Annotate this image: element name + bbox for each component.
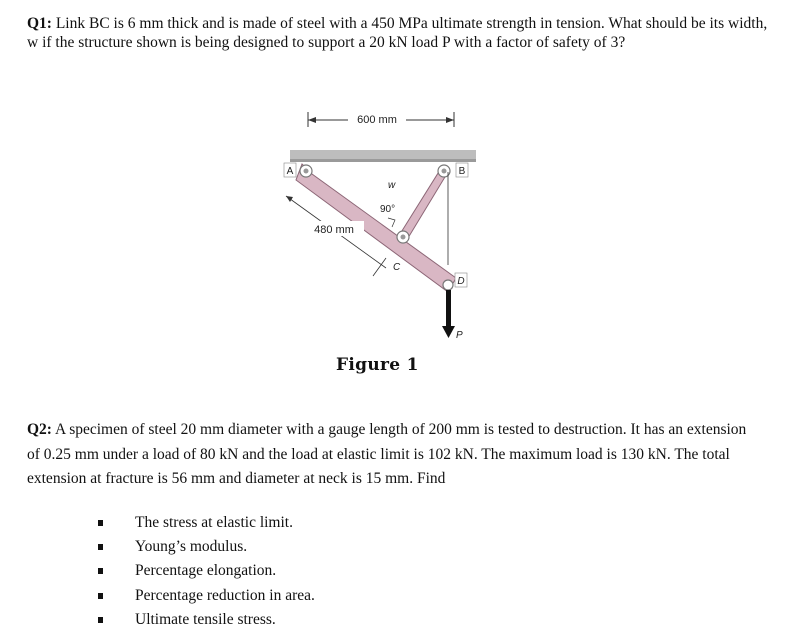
width-symbol: w [388,180,396,191]
ceiling-edge [290,159,476,162]
label-p: P [456,330,463,341]
figure-1-diagram [268,100,478,350]
angle-label: 90° [380,204,396,215]
list-item-text: Young’s modulus. [135,538,248,556]
question-2-text: A specimen of steel 20 mm diameter with a gauge length of 200 mm is tested to destruction. It has an extension of 0.25 mm under a load of 80 kN and the load at elastic limit is 102 kN. The maximum load is 130 kN. The total extension at fracture is 56 mm and diameter at neck is 15 mm. Find [27,421,747,487]
list-item-text: Ultimate tensile stress. [135,610,276,628]
question-1-text: Link BC is 6 mm thick and is made of steel with a 450 MPa ultimate strength in tension. What should be its width, w if the structure shown is being designed to support a 20 kN load P with a factor of safety of 3? [27,15,768,51]
pin-d [443,280,453,290]
bullet-icon [98,544,103,550]
right-angle-mark [388,218,395,227]
dimension-label-600: 600 mm [357,114,397,126]
question-1 [27,14,772,52]
pin-a-center [304,169,309,174]
dimension-arrow-right [446,117,454,123]
list-item [98,535,315,559]
list-item-text: Percentage elongation. [135,562,277,580]
bullet-icon [98,593,103,599]
list-item [98,559,315,583]
dimension-arrow-left [308,117,316,123]
link-bc [400,170,448,238]
list-item [98,608,315,632]
list-item [98,511,315,535]
question-2-list [98,511,315,632]
dimension-arrow-ac-start [286,196,293,202]
pin-b-center [442,169,447,174]
load-arrow-head [442,326,455,338]
bullet-icon [98,520,103,526]
truss-diagram [268,100,478,350]
list-item [98,584,315,608]
list-item-text: The stress at elastic limit. [135,514,293,531]
load-arrow-shaft [446,290,451,328]
figure-caption: Figure 1 [336,355,419,375]
pin-c-center [401,235,406,240]
bullet-icon [98,568,103,574]
label-d: D [457,276,465,287]
dimension-label-480: 480 mm [314,224,354,236]
label-a: A [286,166,294,177]
question-2 [27,418,747,492]
label-c: C [393,262,401,273]
label-b: B [458,166,466,177]
question-2-label: Q2: [27,421,52,438]
question-1-label: Q1: [27,15,52,32]
list-item-text: Percentage reduction in area. [135,586,315,604]
bullet-icon [98,617,103,623]
